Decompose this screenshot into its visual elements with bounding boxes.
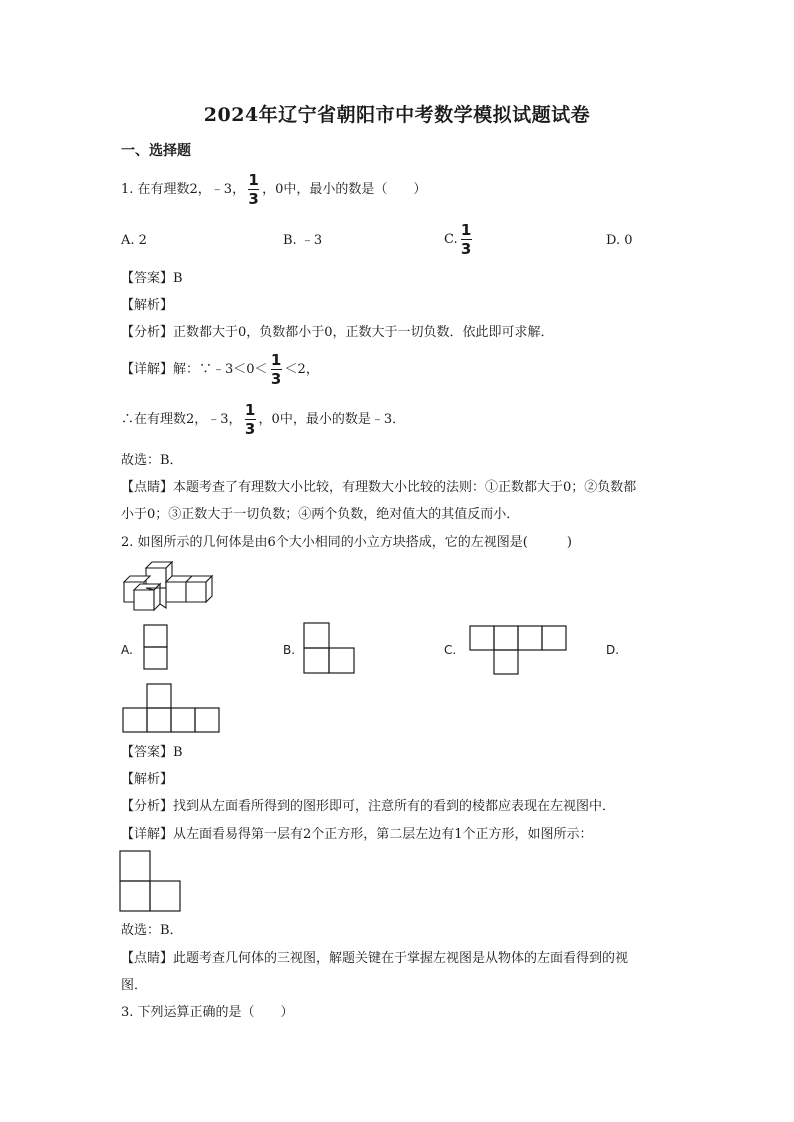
q1-conclusion-part-b: ，0中，最小的数是﹣3．	[258, 412, 406, 427]
q1-detail-fraction	[271, 352, 282, 387]
q2-option-b-figure	[303, 622, 357, 674]
q1-option-d[interactable]: D. 0	[606, 233, 633, 248]
q1-conclusion	[121, 402, 405, 437]
q1-dianjing-line1: 【点睛】本题考查了有理数大小比较，有理数大小比较的法则：①正数都大于0；②负数都	[121, 480, 637, 495]
square-cell	[123, 708, 147, 732]
q2-choose: 故选：B．	[121, 923, 183, 938]
q1-detail	[121, 352, 319, 387]
page-title: 2024年辽宁省朝阳市中考数学模拟试题试卷	[203, 104, 591, 126]
square-cell	[144, 625, 167, 647]
frac-denominator: 3	[460, 240, 472, 258]
q2-option-c[interactable]: C.	[444, 643, 457, 657]
cube-face	[186, 582, 206, 602]
square-cell	[120, 851, 150, 881]
q2-dianjing-line2: 图．	[121, 978, 148, 993]
square-cell	[470, 626, 494, 650]
frac-denominator: 3	[244, 420, 256, 438]
cube-face	[134, 590, 154, 610]
square-cell	[518, 626, 542, 650]
frac-numerator: 1	[244, 401, 256, 419]
q1-conclusion-part-a: ∴在有理数2，﹣3，	[121, 412, 242, 427]
square-cell	[171, 708, 195, 732]
q2-detail: 【详解】从左面看易得第一层有2个正方形，第二层左边有1个正方形，如图所示：	[121, 827, 593, 842]
q2-option-a[interactable]: A.	[121, 643, 133, 657]
q1-option-c-label: C.	[444, 232, 458, 247]
q1-answer: 【答案】B	[121, 271, 183, 286]
q1-choose: 故选：B．	[121, 453, 183, 468]
q3-stem: 3. 下列运算正确的是（ ）	[121, 1005, 294, 1020]
q2-answer-left-view-figure	[119, 850, 183, 912]
frac-numerator: 1	[460, 221, 472, 239]
square-cell	[144, 647, 167, 669]
q1-option-a[interactable]: A. 2	[121, 233, 147, 248]
frac-denominator: 3	[248, 190, 259, 208]
q1-conclusion-fraction	[245, 402, 256, 437]
q2-option-a-figure	[143, 624, 169, 670]
q2-cube-solid-figure	[118, 560, 214, 612]
q1-detail-part-b: ＜2，	[284, 362, 319, 377]
q2-option-d-figure	[122, 683, 222, 733]
q1-dianjing-line2: 小于0；③正数大于一切负数；④两个负数，绝对值大的其值反而小．	[121, 507, 520, 522]
q2-analysis: 【解析】	[121, 772, 174, 787]
frac-numerator: 1	[270, 351, 282, 369]
square-cell	[542, 626, 566, 650]
q1-option-c[interactable]	[444, 222, 475, 257]
q2-fenxi: 【分析】找到从左面看所得到的图形即可，注意所有的看到的棱都应表现在左视图中．	[121, 799, 616, 814]
q1-stem-part-a: 1. 在有理数2，﹣3，	[121, 182, 246, 197]
q2-dianjing-line1: 【点睛】此题考查几何体的三视图，解题关键在于掌握左视图是从物体的左面看得到的视	[121, 951, 629, 966]
square-cell	[304, 623, 329, 648]
section-heading: 一、选择题	[121, 143, 191, 159]
q1-option-b[interactable]: B. ﹣3	[283, 233, 323, 248]
q1-fenxi: 【分析】正数都大于0，负数都小于0，正数大于一切负数．依此即可求解．	[121, 325, 554, 340]
q2-option-b[interactable]: B.	[283, 643, 296, 657]
frac-denominator: 3	[270, 370, 282, 388]
q1-analysis: 【解析】	[121, 298, 174, 313]
q2-option-c-figure	[469, 625, 569, 675]
q2-option-d[interactable]: D.	[606, 643, 620, 657]
square-cell	[147, 708, 171, 732]
square-cell	[494, 626, 518, 650]
square-cell	[329, 648, 354, 673]
q1-fraction-one-third	[248, 172, 259, 207]
q2-stem: 2. 如图所示的几何体是由6个大小相同的小立方块搭成，它的左视图是( )	[121, 535, 572, 550]
square-cell	[120, 881, 150, 911]
cube-face	[166, 582, 186, 602]
square-cell	[150, 881, 180, 911]
square-cell	[494, 650, 518, 674]
square-cell	[195, 708, 219, 732]
frac-numerator: 1	[248, 171, 259, 189]
q1-option-c-fraction	[461, 222, 472, 257]
q1-detail-part-a: 【详解】解：∵﹣3＜0＜	[121, 362, 268, 377]
q2-answer: 【答案】B	[121, 745, 183, 760]
square-cell	[304, 648, 329, 673]
square-cell	[147, 684, 171, 708]
q1-stem-part-b: ，0中，最小的数是（ ）	[262, 182, 427, 197]
q1-stem	[121, 172, 426, 207]
